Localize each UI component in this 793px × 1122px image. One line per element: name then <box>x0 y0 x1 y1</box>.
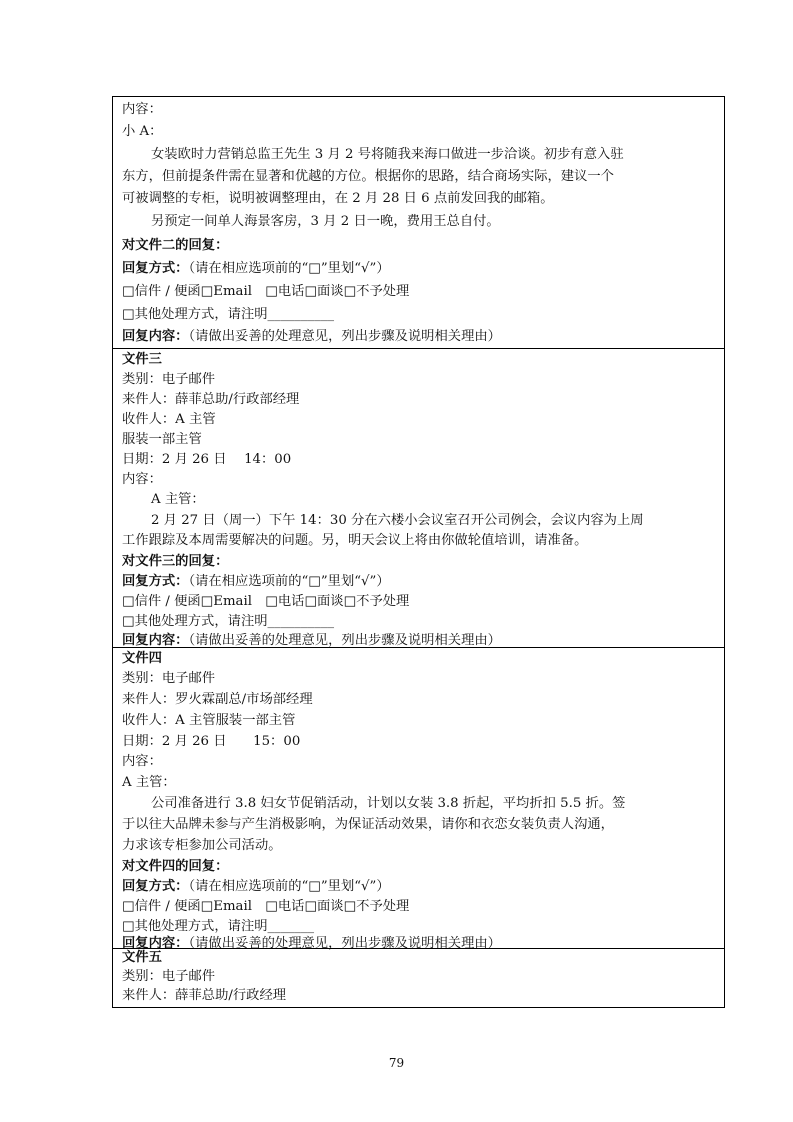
other-method[interactable]: □其他处理方式，请注明__________ <box>122 614 335 629</box>
recipient-line: 收件人：A 主管 <box>122 412 216 427</box>
content-label: 内容： <box>122 754 162 769</box>
reply-method-hint: （请在相应选项前的“□”里划“√”） <box>188 261 390 276</box>
file-five-section <box>113 949 724 1007</box>
reply-method <box>122 878 718 896</box>
salutation: A 主管： <box>122 775 176 790</box>
reply-method-label: 回复方式： <box>122 574 189 589</box>
file-title: 文件五 <box>122 950 162 965</box>
reply-content-hint: （请做出妥善的处理意见，列出步骤及说明相关理由） <box>188 936 501 951</box>
other-method[interactable]: □其他处理方式，请注明__________ <box>122 307 335 322</box>
reply-options[interactable]: □信件 / 便函□Email □电话□面谈□不予处理 <box>122 899 410 914</box>
sender-line: 来件人：薛菲总助/行政部经理 <box>122 392 300 407</box>
reply-content-label: 回复内容： <box>122 633 189 648</box>
file-three-section <box>113 349 724 647</box>
body-line: 2 月 27 日（周一）下午 14：30 分在六楼小会议室召开公司例会，会议内容为上周 <box>151 513 644 528</box>
reply-method-label: 回复方式： <box>122 879 189 894</box>
reply-content <box>122 328 718 346</box>
reply-options[interactable]: □信件 / 便函□Email □电话□面谈□不予处理 <box>122 284 410 299</box>
salutation: A 主管： <box>151 492 205 507</box>
salutation: 小 A： <box>122 124 163 139</box>
other-method[interactable]: □其他处理方式，请注明_______ <box>122 919 315 934</box>
body-line: 于以往大品牌未参与产生消极影响，为保证活动效果，请你和衣恋女装负责人沟通， <box>122 817 614 832</box>
date-line: 日期：2 月 26 日 14：00 <box>122 452 292 467</box>
file-title: 文件三 <box>122 352 162 367</box>
document-table <box>112 96 725 1008</box>
recipient-line: 服装一部主管 <box>122 432 202 447</box>
reply-content-label: 回复内容： <box>122 329 189 344</box>
reply-content-hint: （请做出妥善的处理意见，列出步骤及说明相关理由） <box>188 329 501 344</box>
body-line: 东方，但前提条件需在显著和优越的方位。根据你的思路，结合商场实际，建议一个 <box>122 169 614 184</box>
body-line: 另预定一间单人海景客房，3 月 2 日一晚，费用王总自付。 <box>151 214 500 229</box>
reply-content-hint: （请做出妥善的处理意见，列出步骤及说明相关理由） <box>188 633 501 648</box>
category-line: 类别：电子邮件 <box>122 969 216 984</box>
category-line: 类别：电子邮件 <box>122 671 216 686</box>
reply-options[interactable]: □信件 / 便函□Email □电话□面谈□不予处理 <box>122 594 410 609</box>
body-line: 力求该专柜参加公司活动。 <box>122 838 282 853</box>
reply-title: 对文件二的回复： <box>122 238 229 253</box>
reply-title: 对文件三的回复： <box>122 554 229 569</box>
reply-method-hint: （请在相应选项前的“□”里划“√”） <box>188 574 390 589</box>
content-label: 内容： <box>122 472 162 487</box>
page-number: 79 <box>388 1056 405 1070</box>
date-line: 日期：2 月 26 日 15：00 <box>122 734 301 749</box>
body-line: 公司准备进行 3.8 妇女节促销活动，计划以女装 3.8 折起，平均折扣 5.5 折。签 <box>151 796 626 811</box>
reply-method <box>122 260 718 278</box>
body-line: 可被调整的专柜，说明被调整理由，在 2 月 28 日 6 点前发回我的邮箱。 <box>122 191 554 206</box>
sender-line: 来件人：罗火霖副总/市场部经理 <box>122 692 313 707</box>
file-two-section <box>113 97 724 348</box>
body-line: 工作跟踪及本周需要解决的问题。另，明天会议上将由你做轮值培训，请准备。 <box>122 533 588 548</box>
recipient-line: 收件人：A 主管服装一部主管 <box>122 713 296 728</box>
content-label: 内容： <box>122 102 162 117</box>
file-four-section <box>113 648 724 951</box>
reply-method-label: 回复方式： <box>122 261 189 276</box>
reply-title: 对文件四的回复： <box>122 859 229 874</box>
reply-method-hint: （请在相应选项前的“□”里划“√”） <box>188 879 390 894</box>
reply-content-label: 回复内容： <box>122 936 189 951</box>
sender-line: 来件人：薛菲总助/行政经理 <box>122 988 287 1003</box>
category-line: 类别：电子邮件 <box>122 372 216 387</box>
file-title: 文件四 <box>122 651 162 666</box>
reply-method <box>122 573 718 591</box>
body-line: 女装欧时力营销总监王先生 3 月 2 号将随我来海口做进一步洽谈。初步有意入驻 <box>151 147 624 162</box>
